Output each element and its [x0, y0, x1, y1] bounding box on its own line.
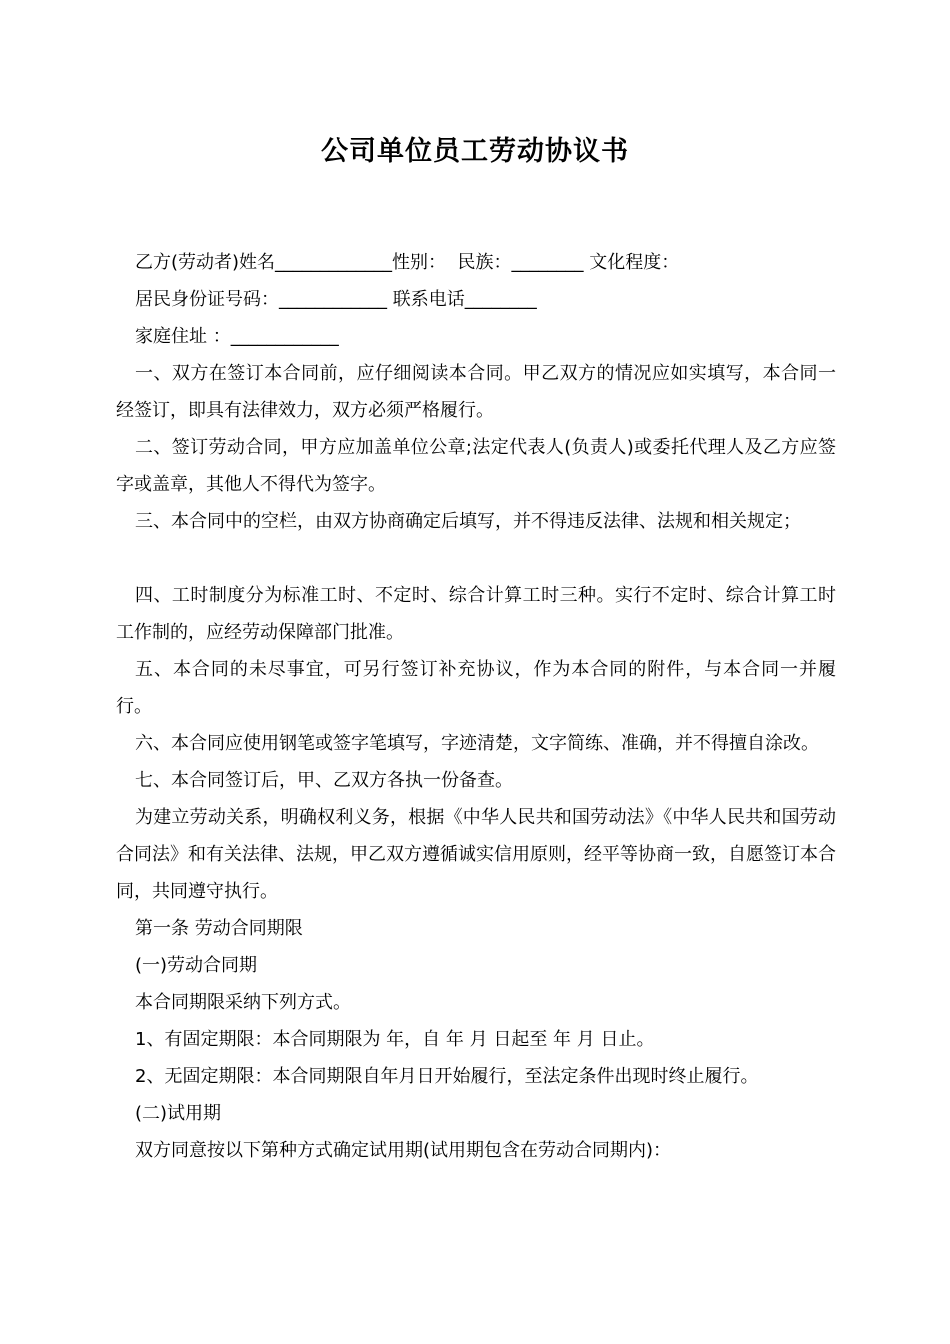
note-paragraph-3: 三、本合同中的空栏，由双方协商确定后填写，并不得违反法律、法规和相关规定； [135, 511, 801, 532]
paragraph-gap [116, 540, 836, 577]
note-paragraph-2: 二、签订劳动合同，甲方应加盖单位公章;法定代表人(负责人)或委托代理人及乙方应签字或盖章，其他人不得代为签字。 [116, 437, 836, 495]
article-1-probation-text: 双方同意按以下第种方式确定试用期(试用期包含在劳动合同期内)： [135, 1140, 672, 1161]
article-1-heading: 第一条 劳动合同期限 [135, 918, 303, 939]
note-paragraph-1: 一、双方在签订本合同前，应仔细阅读本合同。甲乙双方的情况应如实填写，本合同一经签订，即具有法律效力，双方必须严格履行。 [116, 363, 836, 421]
article-1-option-fixed: 1、有固定期限：本合同期限为 年，自 年 月 日起至 年 月 日止。 [135, 1029, 655, 1050]
worker-info-line-2: 居民身份证号码：____________ 联系电话________ [135, 289, 537, 310]
article-1-subheading-probation: (二)试用期 [135, 1103, 222, 1124]
article-1-option-open: 2、无固定期限：本合同期限自年月日开始履行，至法定条件出现时终止履行。 [135, 1066, 759, 1087]
document-body [116, 244, 836, 1169]
note-paragraph-5: 五、本合同的未尽事宜，可另行签订补充协议，作为本合同的附件，与本合同一并履行。 [116, 659, 836, 717]
note-paragraph-4: 四、工时制度分为标准工时、不定时、综合计算工时三种。实行不定时、综合计算工时工作制的，应经劳动保障部门批准。 [116, 585, 836, 643]
document-title: 公司单位员工劳动协议书 [321, 136, 629, 167]
preamble-paragraph: 为建立劳动关系，明确权利义务，根据《中华人民共和国劳动法》《中华人民共和国劳动合同法》和有关法律、法规，甲乙双方遵循诚实信用原则，经平等协商一致，自愿签订本合同，共同遵守执行。 [116, 807, 836, 902]
note-paragraph-6: 六、本合同应使用钢笔或签字笔填写，字迹清楚，文字简练、准确，并不得擅自涂改。 [135, 733, 819, 754]
note-paragraph-7: 七、本合同签订后，甲、乙双方各执一份备查。 [135, 770, 513, 791]
worker-info-line-1: 乙方(劳动者)姓名_____________性别： 民族：________ 文化程度： [135, 252, 680, 273]
worker-info-line-3: 家庭住址 ：____________ [135, 326, 339, 347]
article-1-subheading-term: (一)劳动合同期 [135, 955, 258, 976]
article-1-intro: 本合同期限采纳下列方式。 [135, 992, 351, 1013]
